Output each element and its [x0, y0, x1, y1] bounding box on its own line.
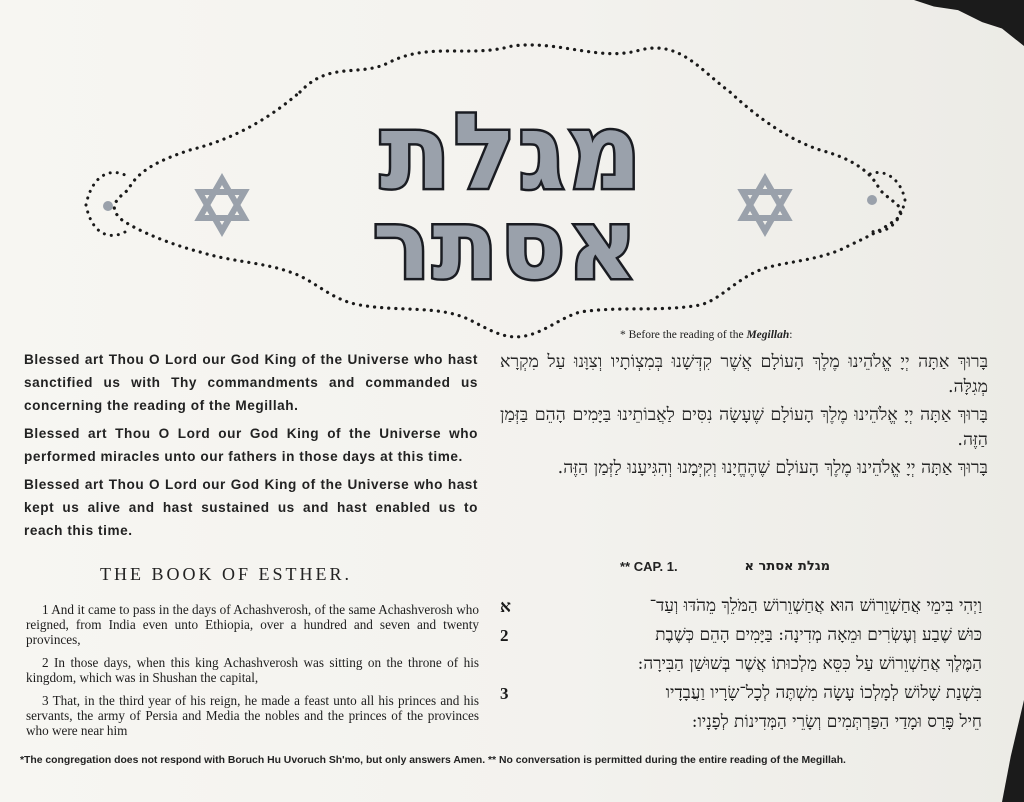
hebrew-verse-text: חֵיל פָּרַס וּמָדַי הַפַּרְתְּמִים וְשָׂרֵי הַמְּדִינוֹת לְפָנָיו:: [691, 712, 982, 732]
hebrew-blessing: בָּרוּךְ אַתָּה יְיָ אֱלֹהֵינוּ מֶלֶךְ הָעוֹלָם שֶׁעָשָׂה נִסִּים לַאֲבוֹתֵינוּ בַּיָּמִים הָהֵם בַּזְּמַן הַזֶּה.: [500, 405, 988, 450]
english-verse: 1 And it came to pass in the days of Achashverosh, of the same Achashverosh who reigned, from India even unto Ethiopia, over a hundred and seven and twenty provinces,: [26, 602, 479, 647]
title-hebrew-megillat: מגלת: [380, 91, 644, 213]
torn-edge: [1002, 700, 1024, 802]
before-note-prefix: * Before the reading of the: [620, 329, 747, 341]
title-hebrew-esther: אסתר: [372, 189, 640, 301]
before-note-suffix: :: [789, 329, 793, 341]
english-verse: 2 In those days, when this king Achashverosh was sitting on the throne of his kingdom, which was in Shushan the capital,: [26, 655, 479, 685]
english-blessing: Blessed art Thou O Lord our God King of the Universe who hast kept us alive and hast sustained us and hast enabled us to reach this time.: [24, 477, 478, 538]
hebrew-verse-text: הַמֶּלֶךְ אֲחַשְׁוֵרוֹשׁ עַל כִּסֵּא מַלְכוּתוֹ אֲשֶׁר בְּשׁוּשַׁן הַבִּירָה:: [637, 654, 982, 674]
hebrew-verse-text: בִּשְׁנַת שָׁלוֹשׁ לְמָלְכוֹ עָשָׂה מִשְׁתֶּה לְכָל־שָׂרָיו וַעֲבָדָיו: [665, 683, 982, 703]
english-blessings: [24, 348, 478, 547]
hebrew-verse-text: וַיְהִי בִּימֵי אֲחַשְׁוֵרוֹשׁ הוּא אֲחַשְׁוֵרוֹשׁ הַמֹּלֵךְ מֵהֹדּוּ וְעַד־: [649, 596, 982, 616]
footnote-congregation: *The congregation does not respond with Boruch Hu Uvoruch Sh'mo, but only answers Amen.: [20, 755, 486, 766]
hebrew-verse-line: [496, 621, 982, 650]
hebrew-verse-line: [496, 679, 982, 708]
verse-number: א: [500, 597, 511, 616]
english-verses: [26, 602, 479, 746]
hebrew-blessing: בָּרוּךְ אַתָּה יְיָ אֱלֹהֵינוּ מֶלֶךְ הָעוֹלָם שֶׁהֶחֱיָנוּ וְקִיְּמָנוּ וְהִגִּיעָנוּ לַזְּמַן הַזֶּה.: [557, 458, 988, 478]
hebrew-blessings: [500, 350, 988, 484]
english-blessing: Blessed art Thou O Lord our God King of the Universe who performed miracles unto our fathers in those days at this time.: [24, 426, 478, 464]
hebrew-verse-line: [496, 592, 982, 621]
chapter-hebrew-label: מגלת אסתר א: [744, 559, 830, 574]
book-title: THE BOOK OF ESTHER.: [100, 564, 353, 584]
hebrew-verse-line: [496, 650, 982, 679]
verse-number: 3: [500, 684, 509, 703]
hebrew-verse-text: כּוּשׁ שֶׁבַע וְעֶשְׂרִים וּמֵאָה מְדִינָה: בַּיָּמִים הָהֵם כְּשֶׁבֶת: [655, 625, 982, 645]
chapter-header: [620, 559, 830, 574]
before-reading-note: [620, 329, 792, 341]
english-verse: 3 That, in the third year of his reign, he made a feast unto all his princes and his servants, the army of Persia and Media the nobles and the princes of the provinces who were near him: [26, 693, 479, 738]
footnotes: [20, 754, 1000, 768]
hebrew-blessing: בָּרוּךְ אַתָּה יְיָ אֱלֹהֵינוּ מֶלֶךְ הָעוֹלָם אֲשֶׁר קִדְּשָׁנוּ בְּמִצְוֹתָיו וְצִוָּנוּ עַל מִקְרָא מְגִלָּה.: [500, 352, 988, 397]
verse-number: 2: [500, 626, 509, 645]
hebrew-verses: [496, 592, 982, 737]
hebrew-verse-line: [496, 708, 982, 737]
before-note-emphasis: Megillah: [746, 329, 790, 341]
footnote-conversation: ** No conversation is permitted during the entire reading of the Megillah.: [487, 755, 846, 766]
english-blessing: Blessed art Thou O Lord our God King of the Universe who hast sanctified us with Thy commandments and commanded us concerning the reading of the Megillah.: [24, 352, 478, 413]
chapter-label: ** CAP. 1.: [620, 559, 678, 574]
